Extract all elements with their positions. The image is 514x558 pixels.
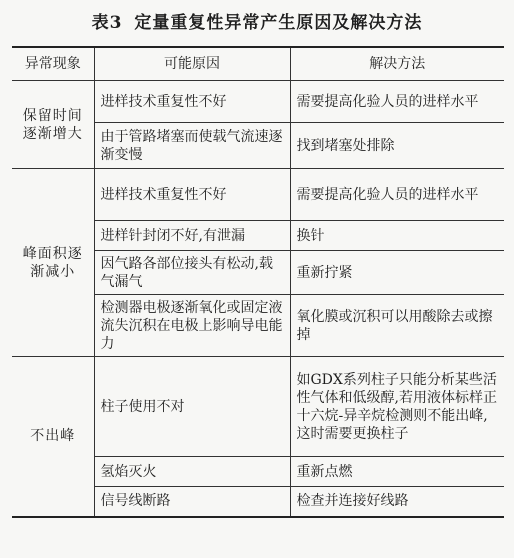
phenomenon-cell: 保留时间逐渐增大 — [12, 81, 94, 169]
cause-cell: 信号线断路 — [94, 487, 290, 517]
table-row — [12, 81, 504, 123]
header-solution: 解决方法 — [290, 47, 504, 81]
anomaly-table — [12, 46, 504, 518]
phenomenon-cell: 不出峰 — [12, 357, 94, 517]
cause-cell: 氢焰灭火 — [94, 457, 290, 487]
cause-cell: 进样技术重复性不好 — [94, 81, 290, 123]
table-row — [12, 357, 504, 457]
solution-cell: 如GDX系列柱子只能分析某些活性气体和低级醇,若用液体标样正十六烷-异辛烷检测则不能出峰,这时需要更换柱子 — [290, 357, 504, 457]
cause-cell: 由于管路堵塞而使载气流速逐渐变慢 — [94, 123, 290, 169]
header-phenomenon: 异常现象 — [12, 47, 94, 81]
table-caption — [0, 8, 514, 33]
solution-cell: 需要提高化验人员的进样水平 — [290, 81, 504, 123]
cause-cell: 检测器电极逐渐氧化或固定液流失沉积在电极上影响导电能力 — [94, 295, 290, 357]
solution-cell: 换针 — [290, 221, 504, 251]
solution-cell: 重新拧紧 — [290, 251, 504, 295]
phenomenon-cell: 峰面积逐渐减小 — [12, 169, 94, 357]
solution-cell: 氧化膜或沉积可以用酸除去或擦掉 — [290, 295, 504, 357]
table-title: 定量重复性异常产生原因及解决方法 — [134, 13, 423, 33]
solution-cell: 找到堵塞处排除 — [290, 123, 504, 169]
table-row — [12, 169, 504, 221]
header-cause: 可能原因 — [94, 47, 290, 81]
cause-cell: 柱子使用不对 — [94, 357, 290, 457]
table-number: 表3 — [91, 13, 123, 33]
cause-cell: 因气路各部位接头有松动,载气漏气 — [94, 251, 290, 295]
solution-cell: 检查并连接好线路 — [290, 487, 504, 517]
cause-cell: 进样技术重复性不好 — [94, 169, 290, 221]
cause-cell: 进样针封闭不好,有泄漏 — [94, 221, 290, 251]
solution-cell: 需要提高化验人员的进样水平 — [290, 169, 504, 221]
solution-cell: 重新点燃 — [290, 457, 504, 487]
header-row — [12, 47, 504, 81]
